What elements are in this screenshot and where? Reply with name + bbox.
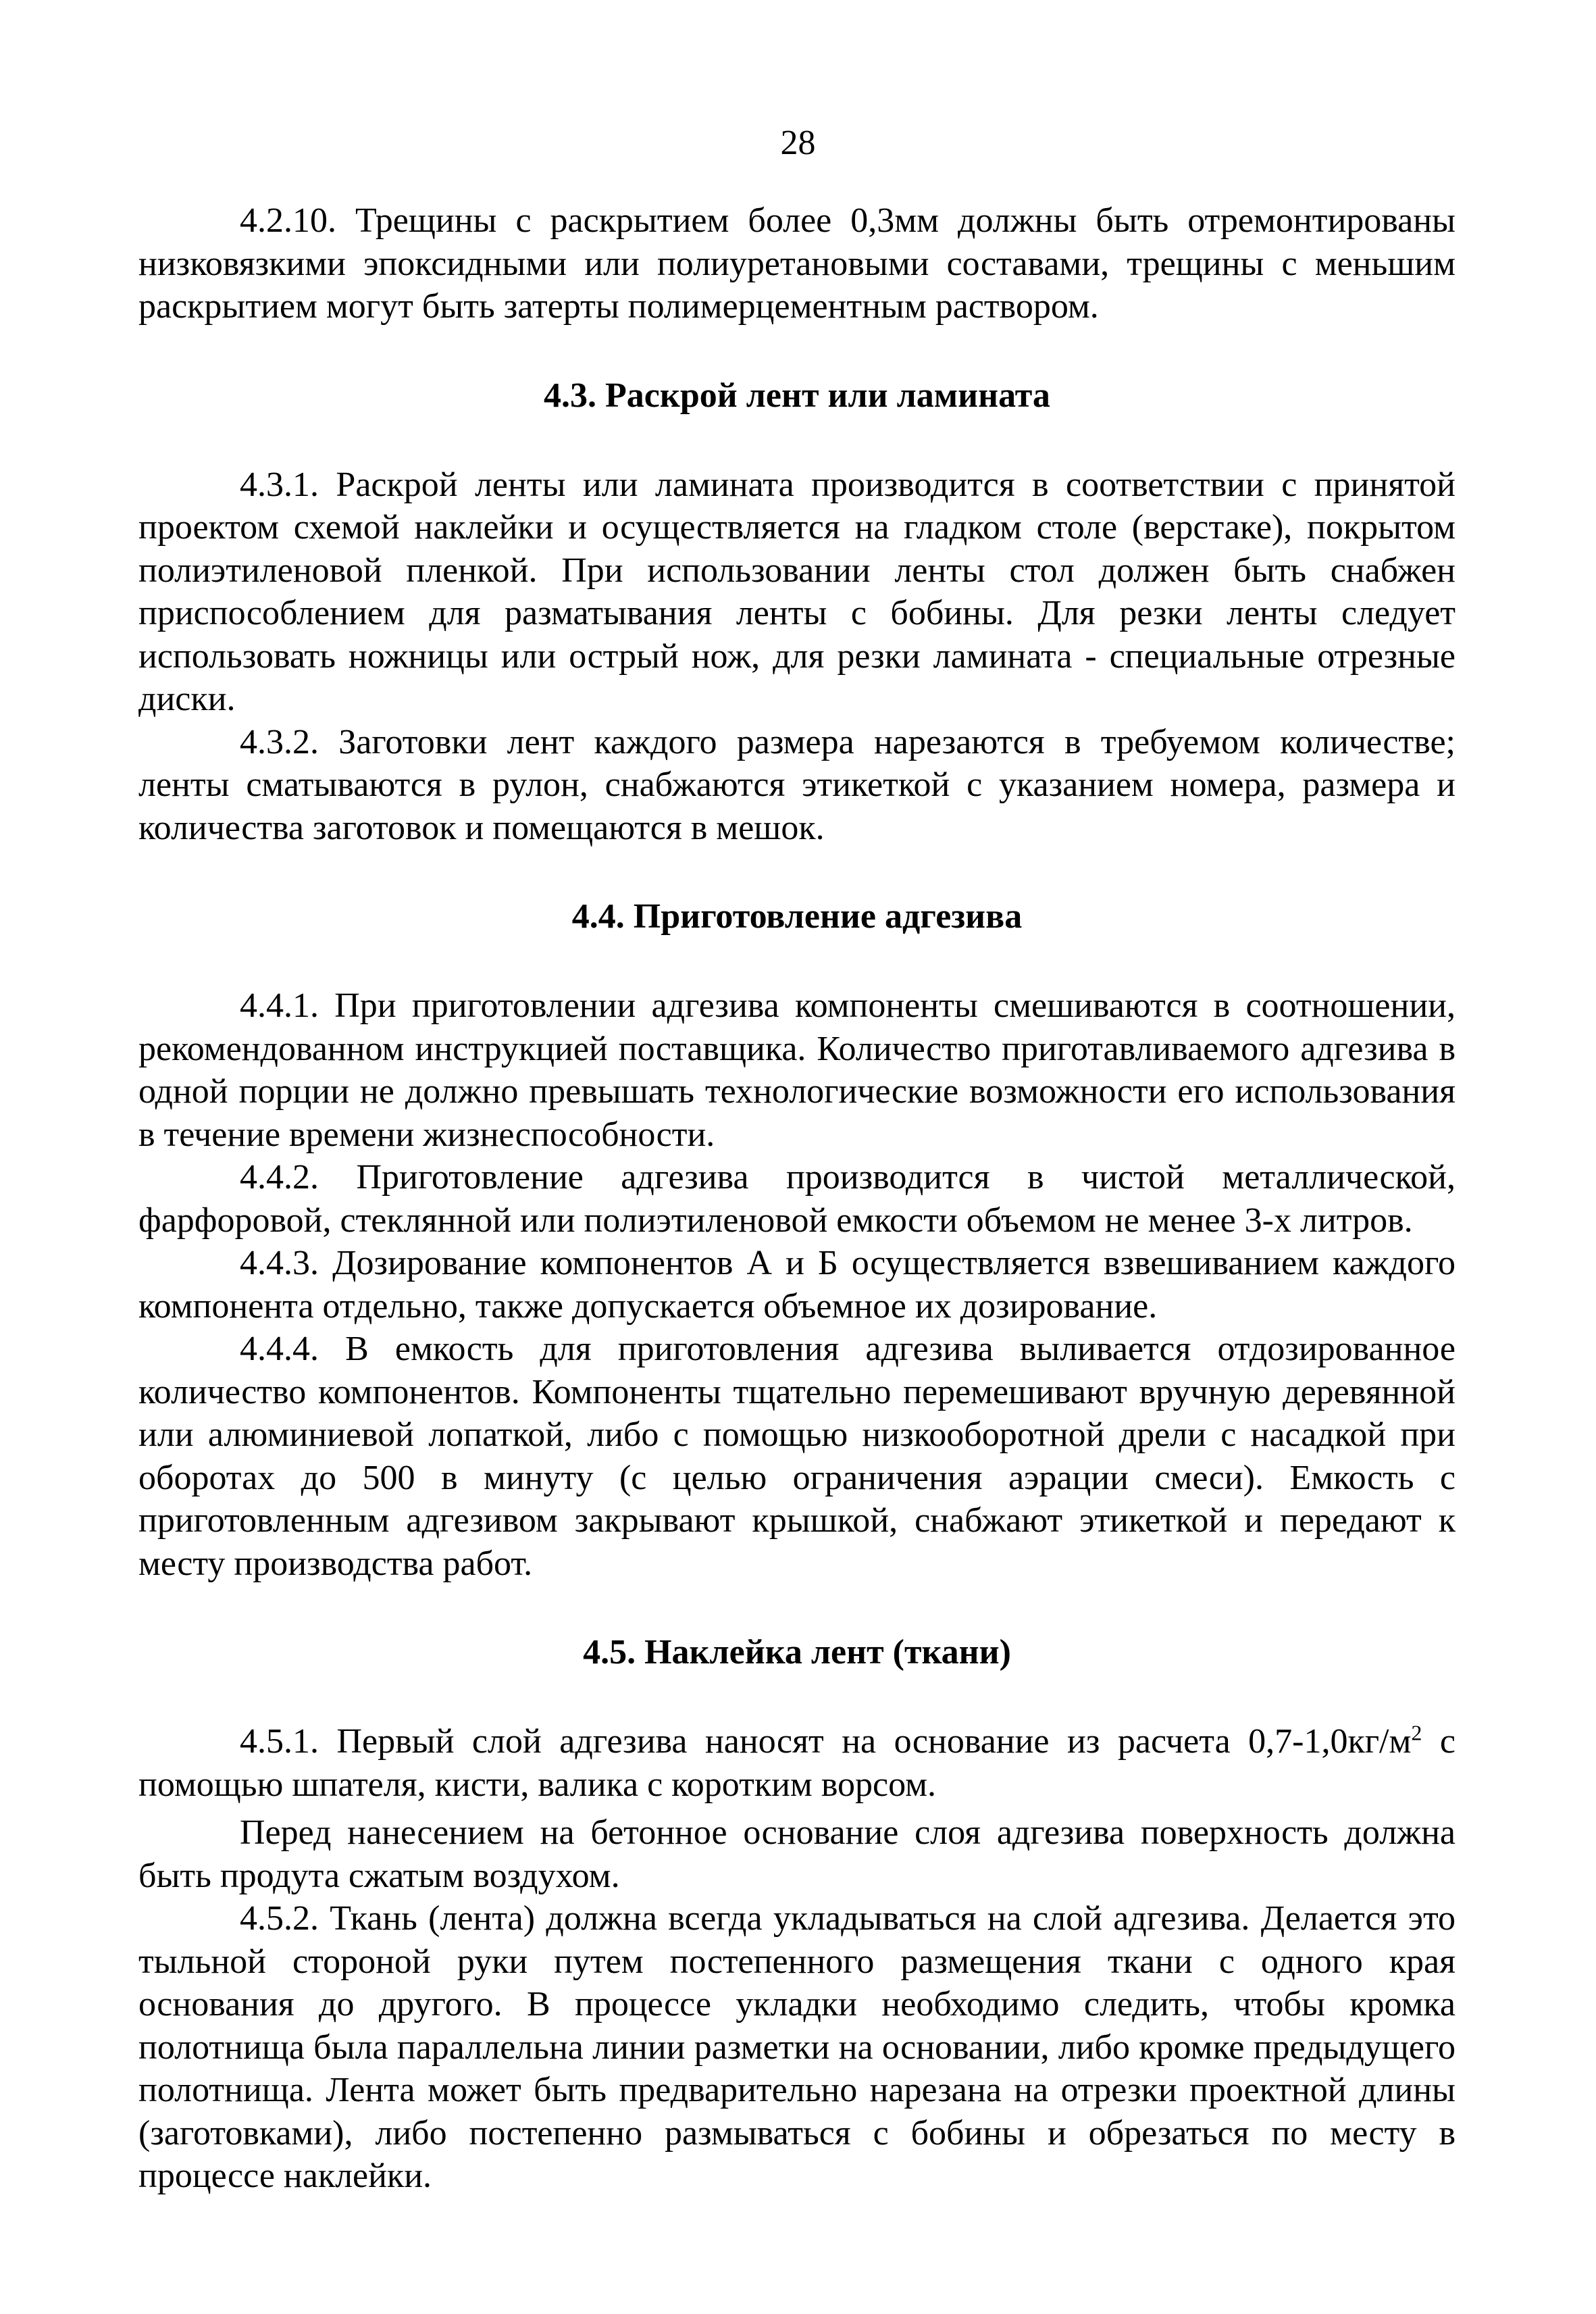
paragraph-4-3-1: 4.3.1. Раскрой ленты или ламината производится в соответствии с принятой проектом схемой наклейки и осуществляется на гладком столе (верстаке), покрытом полиэтиленовой пленкой. При использовании ленты стол должен быть снабжен приспособлением для разматывания ленты с бобины. Для резки ленты следует использовать ножницы или острый нож, для резки ламината - специальные отрезные диски. [138, 465, 1456, 718]
paragraph-surface-prep: Перед нанесением на бетонное основание слоя адгезива поверхность должна быть продута сжатым воздухом. [138, 1813, 1456, 1895]
paragraph-4-5-2: 4.5.2. Ткань (лента) должна всегда укладываться на слой адгезива. Делается это тыльной стороной руки путем постепенного размещения ткани с одного края основания до другого. В процессе укладки необходимо следить, чтобы кромка полотнища была параллельна линии разметки на основании, либо кромке предыдущего полотнища. Лента может быть предварительно нарезана на отрезки проектной длины (заготовками), либо постепенно размываться с бобины и обрезаться по месту в процессе наклейки. [138, 1899, 1456, 2195]
section-heading-4-4: 4.4. Приготовление адгезива [571, 897, 1023, 936]
paragraph-4-5-1-text: 4.5.1. Первый слой адгезива наносят на основание из расчета 0,7-1,0кг/м [240, 1722, 1412, 1761]
paragraph-4-5-1-text-end: с помощью шпателя, кисти, валика с коротким ворсом. [138, 1722, 1456, 1804]
paragraph-4-4-2: 4.4.2. Приготовление адгезива производится в чистой металлической, фарфоровой, стеклянной или полиэтиленовой емкости объемом не менее 3-х литров. [138, 1158, 1456, 1240]
paragraph-4-2-10: 4.2.10. Трещины с раскрытием более 0,3мм должны быть отремонтированы низковязкими эпоксидными или полиуретановыми составами, трещины с меньшим раскрытием могут быть затерты полимерцементным раствором. [138, 201, 1456, 326]
paragraph-4-5-1 [138, 1720, 1456, 1806]
superscript-square: 2 [1411, 1720, 1422, 1745]
paragraph-4-3-2: 4.3.2. Заготовки лент каждого размера нарезаются в требуемом количестве; ленты сматываются в рулон, снабжаются этикеткой с указанием номера, размера и количества заготовок и помещаются в мешок. [138, 722, 1456, 847]
document-body [138, 199, 1456, 2198]
paragraph-4-4-3: 4.4.3. Дозирование компонентов А и Б осуществляется взвешиванием каждого компонента отдельно, также допускается объемное их дозирование. [138, 1244, 1456, 1326]
section-heading-4-3: 4.3. Раскрой лент или ламината [544, 376, 1050, 415]
paragraph-4-4-1: 4.4.1. При приготовлении адгезива компоненты смешиваются в соотношении, рекомендованном инструкцией поставщика. Количество приготавливаемого адгезива в одной порции не должно превышать технологические возможности его использования в течение времени жизнеспособности. [138, 986, 1456, 1154]
paragraph-4-4-4: 4.4.4. В емкость для приготовления адгезива выливается отдозированное количество компонентов. Компоненты тщательно перемешивают вручную деревянной или алюминиевой лопаткой, либо с помощью низкооборотной дрели с насадкой при оборотах до 500 в минуту (с целью ограничения аэрации смеси). Емкость с приготовленным адгезивом закрывают крышкой, снабжают этикеткой и передают к месту производства работ. [138, 1330, 1456, 1583]
section-heading-4-5: 4.5. Наклейка лент (ткани) [583, 1633, 1011, 1671]
page-number: 28 [780, 124, 816, 162]
